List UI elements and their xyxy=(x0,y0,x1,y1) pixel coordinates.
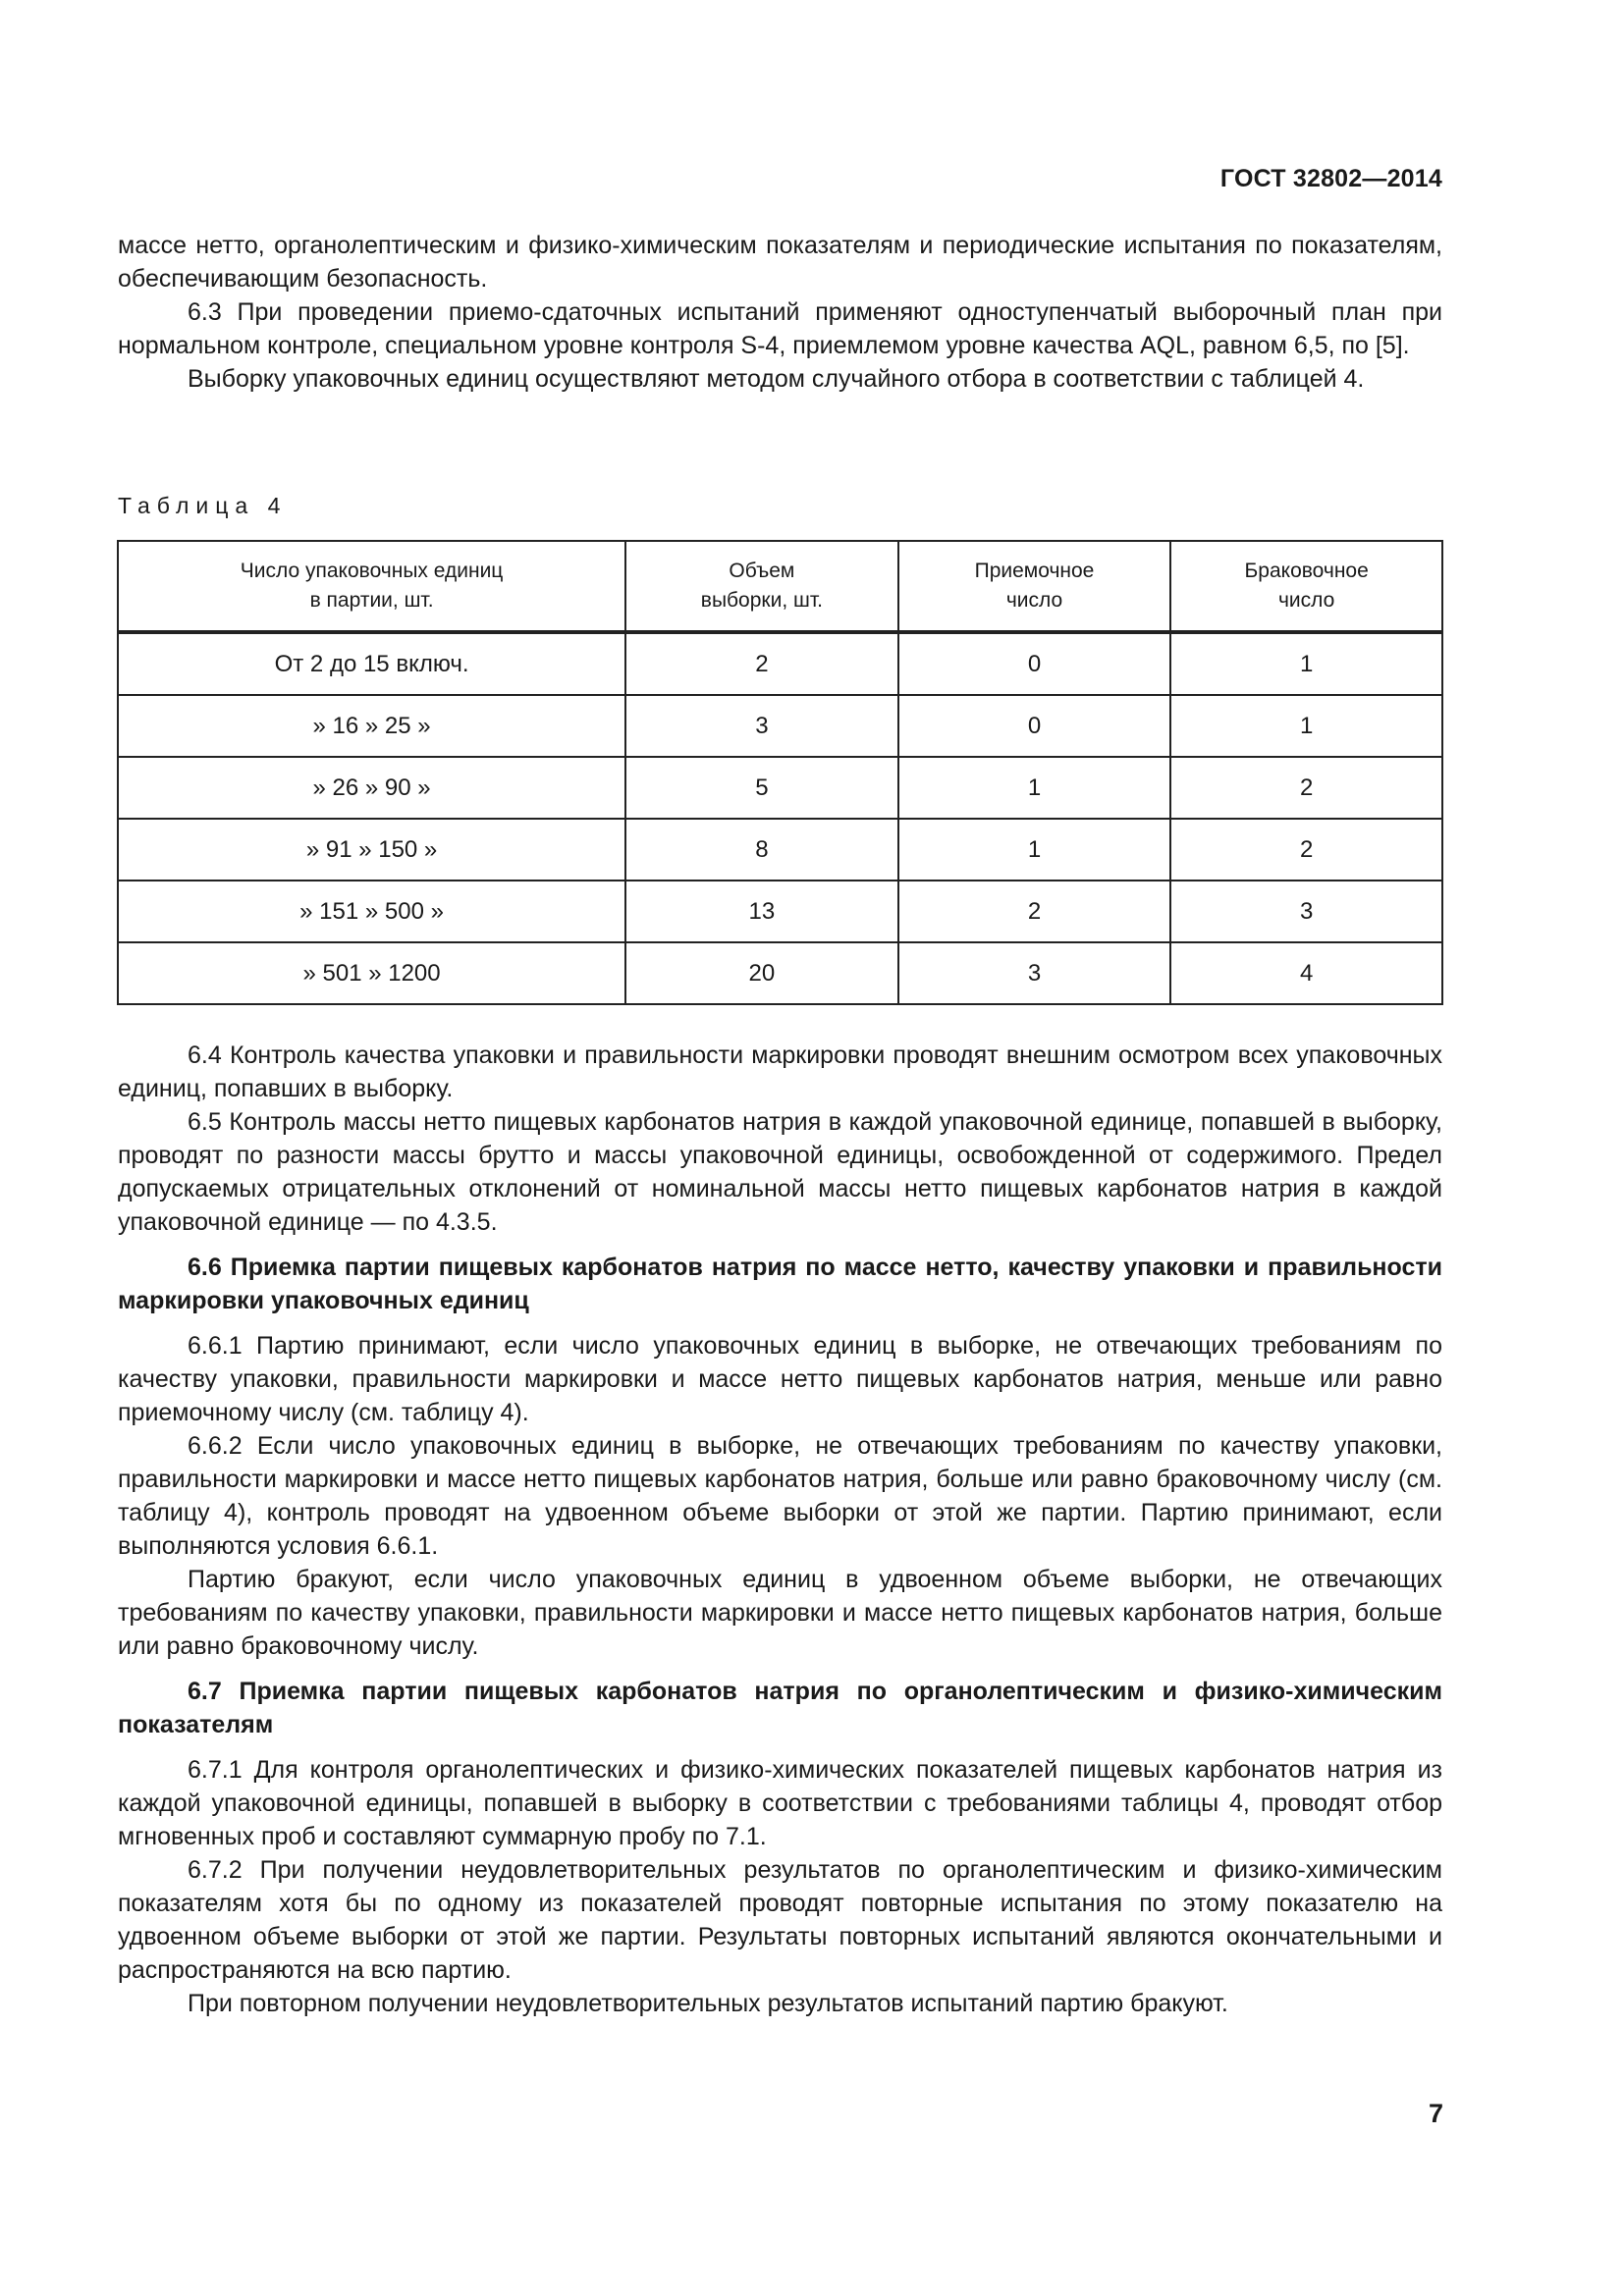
cell-sample-size: 2 xyxy=(625,632,898,695)
sampling-table xyxy=(117,540,1443,1005)
text-block-main xyxy=(118,1039,1442,2020)
cell-rejection-number: 1 xyxy=(1170,695,1442,757)
text-block-intro xyxy=(118,229,1442,396)
paragraph-sampling: Выборку упаковочных единиц осуществляют методом случайного отбора в соответствии с таблицей 4. xyxy=(188,365,1365,393)
cell-sample-size: 20 xyxy=(625,942,898,1004)
table-header-row xyxy=(118,541,1442,632)
cell-sample-size: 3 xyxy=(625,695,898,757)
cell-lot-size: » 91 » 150 » xyxy=(118,819,625,881)
cell-acceptance-number: 1 xyxy=(898,757,1171,819)
cell-lot-size: От 2 до 15 включ. xyxy=(118,632,625,695)
section-heading-6-7: 6.7 Приемка партии пищевых карбонатов натрия по органолептическим и физико-химическим показателям xyxy=(118,1678,1442,1738)
header-rejection-number: Браковочное число xyxy=(1170,541,1442,632)
table-caption: Таблица 4 xyxy=(118,493,288,518)
cell-lot-size: » 501 » 1200 xyxy=(118,942,625,1004)
table-row xyxy=(118,881,1442,942)
cell-sample-size: 8 xyxy=(625,819,898,881)
header-lot-size: Число упаковочных единиц в партии, шт. xyxy=(118,541,625,632)
table-row xyxy=(118,632,1442,695)
paragraph-6-4: 6.4 Контроль качества упаковки и правильности маркировки проводят внешним осмотром всех упаковочных единиц, попавших в выборку. xyxy=(118,1041,1442,1102)
table-row xyxy=(118,942,1442,1004)
cell-acceptance-number: 1 xyxy=(898,819,1171,881)
table-row xyxy=(118,819,1442,881)
cell-sample-size: 5 xyxy=(625,757,898,819)
table-row xyxy=(118,695,1442,757)
cell-lot-size: » 26 » 90 » xyxy=(118,757,625,819)
cell-rejection-number: 4 xyxy=(1170,942,1442,1004)
cell-acceptance-number: 3 xyxy=(898,942,1171,1004)
cell-lot-size: » 151 » 500 » xyxy=(118,881,625,942)
cell-rejection-number: 1 xyxy=(1170,632,1442,695)
paragraph-6-6-1: 6.6.1 Партию принимают, если число упаковочных единиц в выборке, не отвечающих требованиям по качеству упаковки, правильности маркировки и массе нетто пищевых карбонатов натрия, меньше или равно приемочному числу (см. таблицу 4). xyxy=(118,1332,1442,1426)
document-code: ГОСТ 32802—2014 xyxy=(1219,165,1442,192)
cell-lot-size: » 16 » 25 » xyxy=(118,695,625,757)
paragraph-6-6-2: 6.6.2 Если число упаковочных единиц в выборке, не отвечающих требованиям по качеству упаковки, правильности маркировки и массе нетто пищевых карбонатов натрия, больше или равно браковочному числу (см. таблицу 4), контроль проводят на удвоенном объеме выборки от этой же партии. Партию принимают, если выполняются условия 6.6.1. xyxy=(118,1432,1442,1560)
cell-rejection-number: 2 xyxy=(1170,757,1442,819)
page-number: 7 xyxy=(1428,2099,1443,2128)
header-sample-size: Объем выборки, шт. xyxy=(625,541,898,632)
section-heading-6-6: 6.6 Приемка партии пищевых карбонатов натрия по массе нетто, качеству упаковки и правильности маркировки упаковочных единиц xyxy=(118,1254,1442,1314)
paragraph-6-7-1: 6.7.1 Для контроля органолептических и физико-химических показателей пищевых карбонатов натрия из каждой упаковочной единицы, попавшей в выборку в соответствии с требованиями таблицы 4, проводят отбор мгновенных проб и составляют суммарную пробу по 7.1. xyxy=(118,1756,1442,1850)
cell-acceptance-number: 0 xyxy=(898,695,1171,757)
cell-rejection-number: 2 xyxy=(1170,819,1442,881)
paragraph-6-3: 6.3 При проведении приемо-сдаточных испытаний применяют одноступенчатый выборочный план при нормальном контроле, специальном уровне контроля S-4, приемлемом уровне качества AQL, равном 6,5, по [5]. xyxy=(118,298,1442,359)
cell-sample-size: 13 xyxy=(625,881,898,942)
paragraph-6-2-continued: массе нетто, органолептическим и физико-химическим показателям и периодические испытания по показателям, обеспечивающим безопасность. xyxy=(118,232,1442,293)
cell-rejection-number: 3 xyxy=(1170,881,1442,942)
paragraph-6-5: 6.5 Контроль массы нетто пищевых карбонатов натрия в каждой упаковочной единице, попавшей в выборку, проводят по разности массы брутто и массы упаковочной единицы, освобожденной от содержимого. Предел допускаемых отрицательных отклонений от номинальной массы нетто пищевых карбонатов натрия в каждой упаковочной единице — по 4.3.5. xyxy=(118,1108,1442,1236)
cell-acceptance-number: 2 xyxy=(898,881,1171,942)
table-row xyxy=(118,757,1442,819)
paragraph-6-7-2: 6.7.2 При получении неудовлетворительных результатов по органолептическим и физико-химическим показателям хотя бы по одному из показателей проводят повторные испытания по этому показателю на удвоенном объеме выборки от этой же партии. Результаты повторных испытаний являются окончательными и распространяются на всю партию. xyxy=(118,1856,1442,1984)
cell-acceptance-number: 0 xyxy=(898,632,1171,695)
paragraph-6-6-reject: Партию бракуют, если число упаковочных единиц в удвоенном объеме выборки, не отвечающих требованиям по качеству упаковки, правильности маркировки и массе нетто пищевых карбонатов натрия, больше или равно браковочному числу. xyxy=(118,1566,1442,1660)
header-acceptance-number: Приемочное число xyxy=(898,541,1171,632)
paragraph-final: При повторном получении неудовлетворительных результатов испытаний партию бракуют. xyxy=(188,1990,1228,2017)
